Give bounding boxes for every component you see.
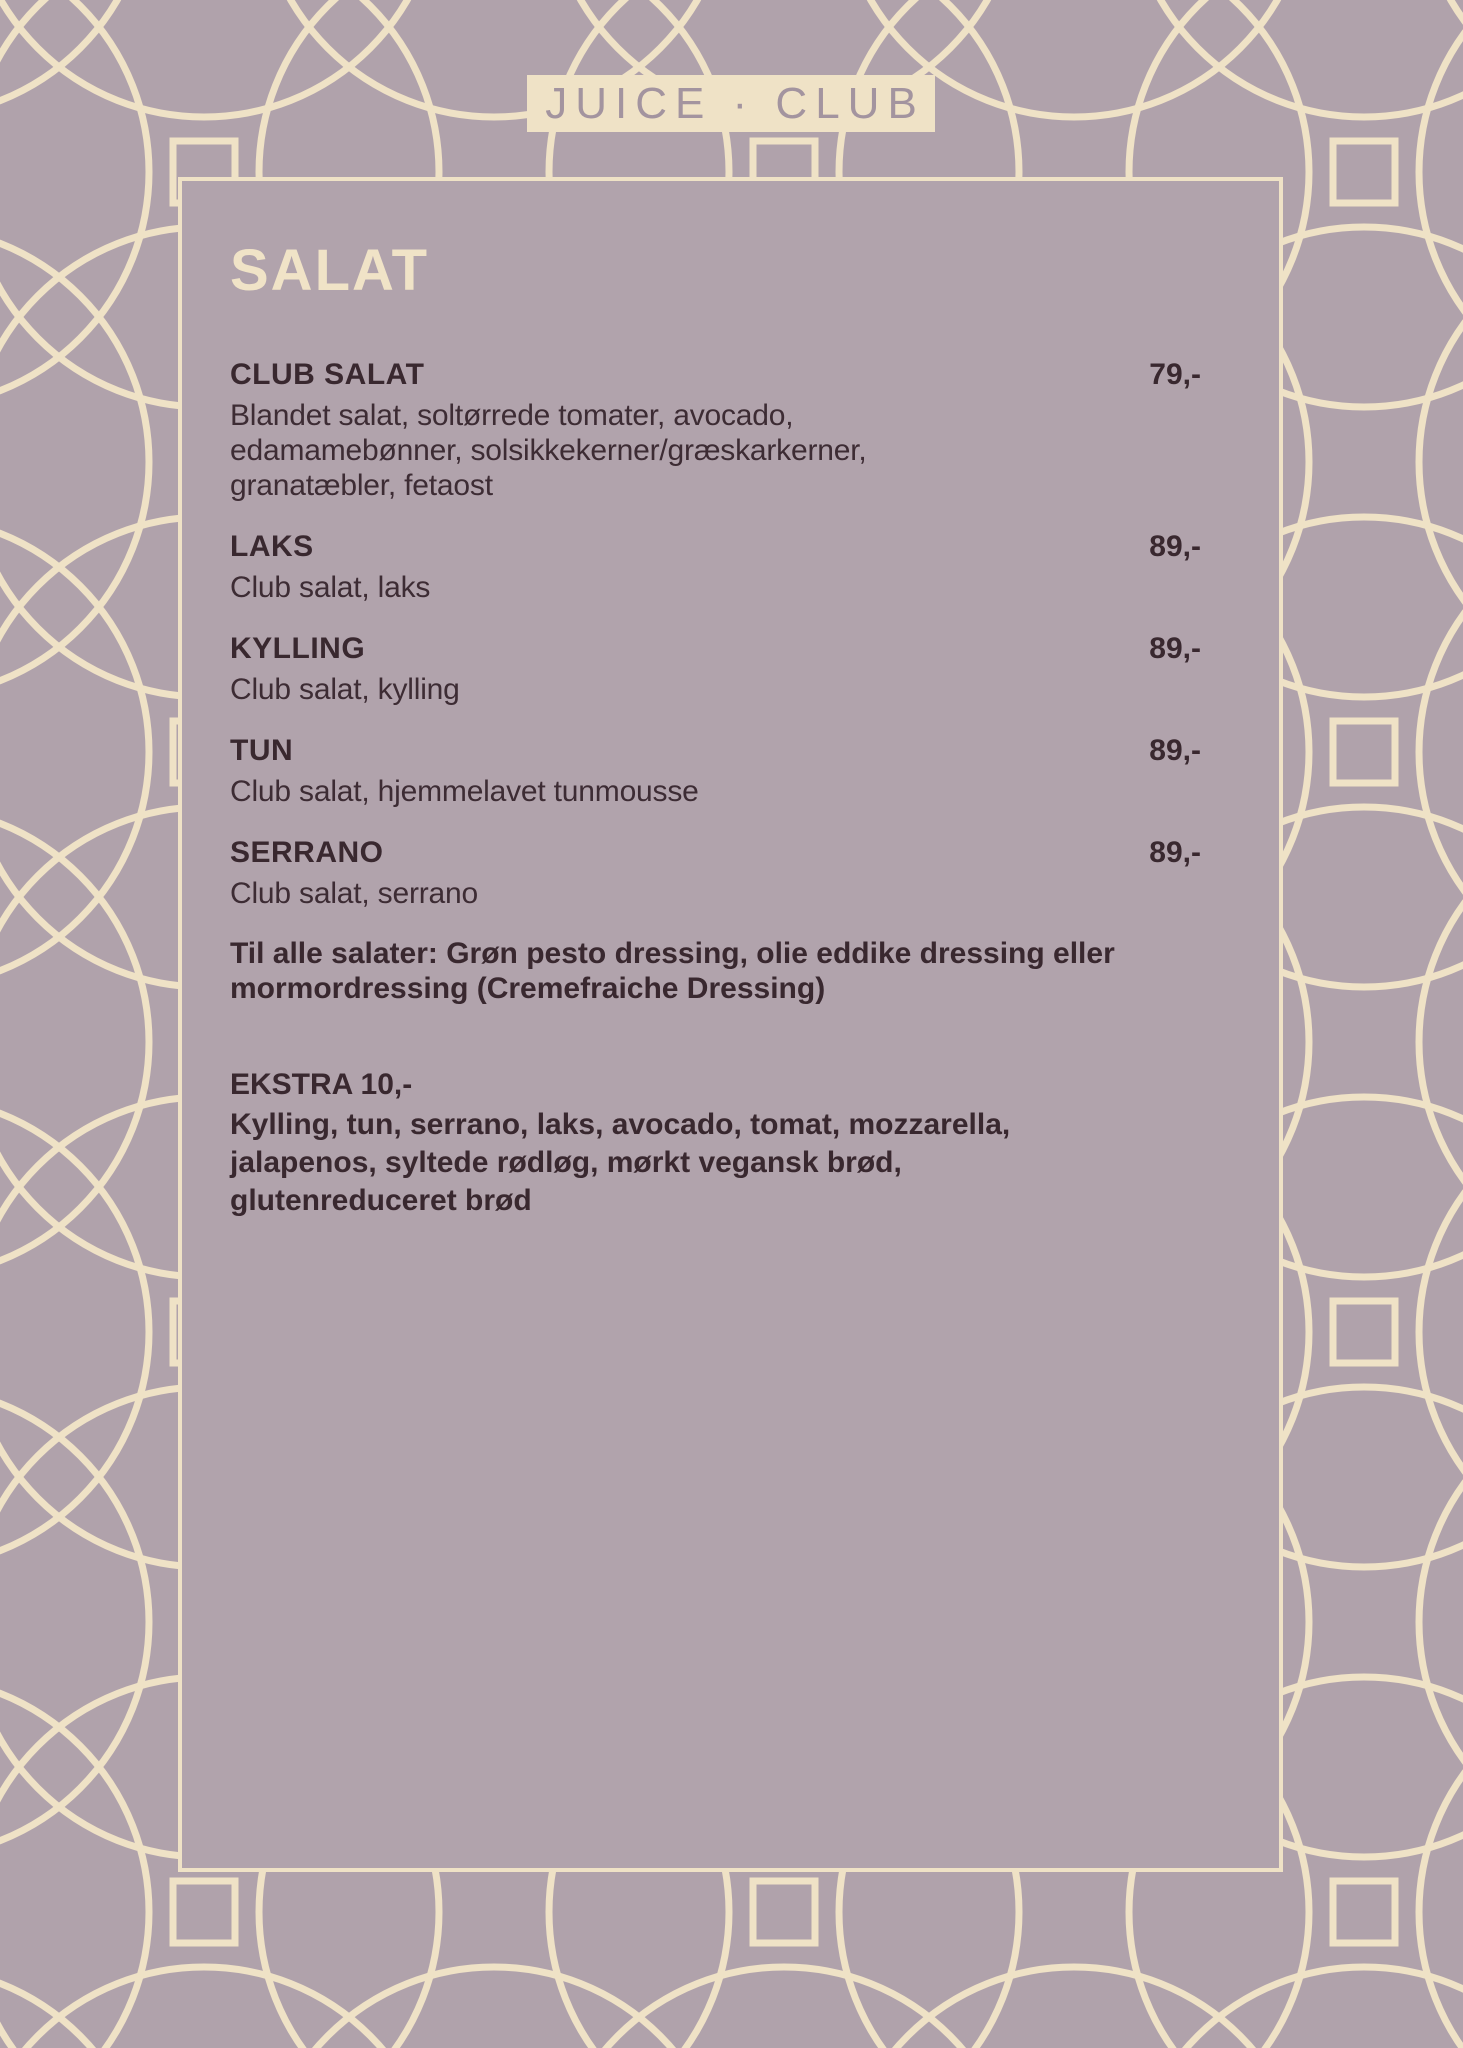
item-description: Blandet salat, soltørrede tomater, avocado, edamamebønner, solsikkekerner/græskarkerner, granatæbler, fetaost <box>230 399 867 502</box>
item-row <box>230 630 1201 668</box>
menu-item-kylling <box>230 630 1201 707</box>
item-price: 89,- <box>1149 734 1201 767</box>
menu-item-tun <box>230 732 1201 809</box>
item-description: Club salat, laks <box>230 571 431 604</box>
item-name: SERRANO <box>230 836 384 869</box>
item-price: 89,- <box>1149 632 1201 665</box>
item-price: 89,- <box>1149 836 1201 869</box>
item-row <box>230 356 1201 394</box>
item-description: Club salat, serrano <box>230 877 478 910</box>
item-row <box>230 834 1201 872</box>
item-price: 89,- <box>1149 530 1201 563</box>
brand-badge-text: JUICE · CLUB <box>545 78 925 128</box>
extras-section <box>230 1066 1201 1220</box>
menu-item-serrano <box>230 834 1201 911</box>
menu-item-laks <box>230 528 1201 605</box>
section-title: SALAT <box>230 238 430 303</box>
item-description: Club salat, hjemmelavet tunmousse <box>230 775 699 808</box>
menu-panel <box>178 177 1283 1872</box>
extras-description: Kylling, tun, serrano, laks, avocado, tomat, mozzarella, jalapenos, syltede rødløg, mørkt vegansk brød, glutenreduceret brød <box>230 1108 1011 1217</box>
item-row <box>230 732 1201 770</box>
item-row <box>230 528 1201 566</box>
dressing-note: Til alle salater: Grøn pesto dressing, olie eddike dressing eller mormordressing (Cremefraiche Dressing) <box>230 937 1115 1005</box>
menu-item-club-salat <box>230 356 1201 503</box>
item-name: TUN <box>230 734 294 767</box>
brand-badge <box>527 75 935 132</box>
item-name: LAKS <box>230 530 314 563</box>
item-name: KYLLING <box>230 632 366 665</box>
item-price: 79,- <box>1149 358 1201 391</box>
item-name: CLUB SALAT <box>230 358 425 391</box>
extras-title: EKSTRA 10,- <box>230 1068 413 1101</box>
item-description: Club salat, kylling <box>230 673 460 706</box>
